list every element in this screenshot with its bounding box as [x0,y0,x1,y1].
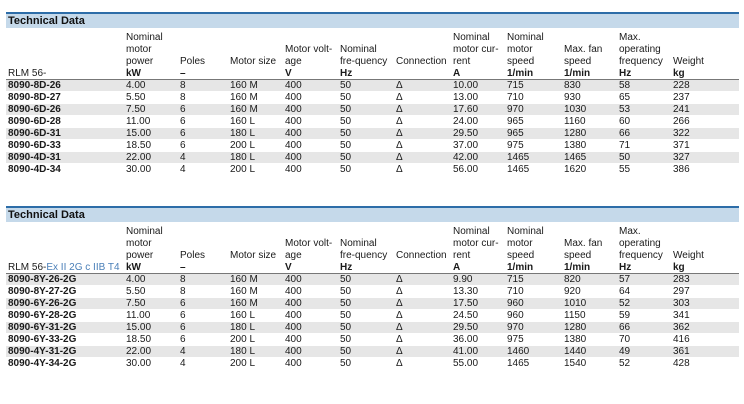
column-unit: kg [671,262,739,274]
data-cell: 18.50 [124,334,178,346]
data-cell: 8 [178,92,228,104]
data-cell: 6 [178,128,228,140]
table-row [6,346,739,358]
data-cell: 200 L [228,140,283,152]
data-cell: 200 L [228,334,283,346]
data-cell: 17.50 [451,298,505,310]
data-cell: 30.00 [124,164,178,176]
data-cell: 362 [671,322,739,334]
data-cell: Δ [394,274,451,286]
data-cell: 13.00 [451,92,505,104]
data-cell: 160 M [228,80,283,92]
table-row [6,104,739,116]
data-cell: 6 [178,116,228,128]
data-cell: 1150 [562,310,617,322]
technical-data-section-2 [6,206,739,370]
data-cell: 4 [178,152,228,164]
data-cell: Δ [394,128,451,140]
section-title: Technical Data [6,12,739,28]
column-unit [394,68,451,80]
data-cell: 50 [338,104,394,116]
data-cell: 4.00 [124,274,178,286]
data-cell: 400 [283,164,338,176]
type-cell: 8090-6D-26 [6,104,124,116]
column-header: Connection [396,250,447,261]
data-cell: 17.60 [451,104,505,116]
data-cell: Δ [394,80,451,92]
column-unit: Hz [338,68,394,80]
type-cell: 8090-6D-28 [6,116,124,128]
data-cell: 1440 [562,346,617,358]
data-cell: 65 [617,92,671,104]
column-header: Motor size [230,56,277,67]
type-cell: 8090-4D-31 [6,152,124,164]
header-unit-row [6,68,739,80]
data-cell: 66 [617,322,671,334]
data-cell: 8 [178,80,228,92]
data-cell: 50 [338,164,394,176]
column-unit: 1/min [505,68,562,80]
column-header: Weight [673,250,704,261]
data-cell: 965 [505,128,562,140]
table-row [6,80,739,92]
data-cell: 200 L [228,164,283,176]
data-cell: Δ [394,286,451,298]
data-cell: 160 M [228,92,283,104]
data-cell: 1380 [562,334,617,346]
data-cell: 4 [178,358,228,370]
data-cell: 5.50 [124,92,178,104]
column-unit: V [283,68,338,80]
data-cell: 55 [617,164,671,176]
data-cell: 50 [338,140,394,152]
data-cell: Δ [394,92,451,104]
data-cell: 322 [671,128,739,140]
column-header: Nominal motor speed [507,226,544,261]
data-cell: 6 [178,298,228,310]
data-cell: 22.00 [124,346,178,358]
data-cell: 400 [283,92,338,104]
technical-data-table [6,222,739,370]
column-header: Poles [180,250,206,261]
type-cell: 8090-6Y-26-2G [6,298,124,310]
data-cell: 1620 [562,164,617,176]
table-row [6,298,739,310]
column-header: Motor volt-age [285,44,333,67]
data-cell: 283 [671,274,739,286]
data-cell: 180 L [228,128,283,140]
column-unit: Hz [617,68,671,80]
data-cell: 50 [338,116,394,128]
data-cell: 1465 [562,152,617,164]
table-row [6,274,739,286]
data-cell: 1160 [562,116,617,128]
type-cell: 8090-4D-34 [6,164,124,176]
data-cell: 29.50 [451,128,505,140]
header-unit-row [6,262,739,274]
column-header: Nominal fre-quency [340,44,388,67]
data-cell: 1010 [562,298,617,310]
data-cell: 13.30 [451,286,505,298]
column-header: Nominal motor power [126,226,163,261]
data-cell: 400 [283,310,338,322]
data-cell: 4 [178,164,228,176]
data-cell: 200 L [228,358,283,370]
type-cell: 8090-4Y-31-2G [6,346,124,358]
column-unit [228,262,283,274]
type-cell: 8090-6D-33 [6,140,124,152]
data-cell: 4 [178,346,228,358]
type-cell: 8090-6D-31 [6,128,124,140]
data-cell: 5.50 [124,286,178,298]
table-row [6,92,739,104]
data-cell: 297 [671,286,739,298]
data-cell: 22.00 [124,152,178,164]
data-cell: 400 [283,80,338,92]
data-cell: 400 [283,116,338,128]
table-row [6,358,739,370]
data-cell: 237 [671,92,739,104]
data-cell: 49 [617,346,671,358]
data-cell: 710 [505,286,562,298]
data-cell: 975 [505,334,562,346]
column-unit: – [178,262,228,274]
data-cell: 160 M [228,104,283,116]
data-cell: 920 [562,286,617,298]
table-row [6,128,739,140]
section-title: Technical Data [6,206,739,222]
column-unit: 1/min [505,262,562,274]
column-unit: V [283,262,338,274]
data-cell: 327 [671,152,739,164]
data-cell: 6 [178,334,228,346]
column-unit: Hz [338,262,394,274]
data-cell: 10.00 [451,80,505,92]
data-cell: 975 [505,140,562,152]
data-cell: 820 [562,274,617,286]
data-cell: 8 [178,286,228,298]
data-cell: 15.00 [124,128,178,140]
data-cell: 1540 [562,358,617,370]
data-cell: 50 [617,152,671,164]
data-cell: 50 [338,286,394,298]
data-cell: 52 [617,298,671,310]
data-cell: 55.00 [451,358,505,370]
column-unit: kg [671,68,739,80]
table-row [6,140,739,152]
data-cell: Δ [394,152,451,164]
data-cell: 57 [617,274,671,286]
type-cell: 8090-4Y-34-2G [6,358,124,370]
data-cell: 160 L [228,310,283,322]
data-cell: 9.90 [451,274,505,286]
data-cell: 400 [283,140,338,152]
data-cell: 70 [617,334,671,346]
column-unit: 1/min [562,262,617,274]
data-cell: 160 M [228,274,283,286]
data-cell: 960 [505,298,562,310]
data-cell: 6 [178,140,228,152]
data-cell: 341 [671,310,739,322]
data-cell: 400 [283,286,338,298]
column-header: Max. fan speed [564,44,603,67]
technical-data-table [6,28,739,176]
column-header [6,222,124,262]
data-cell: 428 [671,358,739,370]
data-cell: 50 [338,322,394,334]
data-cell: 41.00 [451,346,505,358]
data-cell: 970 [505,104,562,116]
data-cell: 930 [562,92,617,104]
type-prefix: RLM 56- [8,68,47,79]
column-header: Max. operating frequency [619,226,663,261]
data-cell: 56.00 [451,164,505,176]
data-cell: 50 [338,358,394,370]
data-cell: 53 [617,104,671,116]
data-cell: 710 [505,92,562,104]
column-header: Nominal fre-quency [340,238,388,261]
data-cell: 361 [671,346,739,358]
ex-marking: Ex II 2G c IIB T4 [46,262,120,273]
data-cell: 11.00 [124,116,178,128]
data-cell: 1280 [562,322,617,334]
table-row [6,152,739,164]
data-cell: 1465 [505,164,562,176]
header-label-row [6,28,739,68]
data-cell: Δ [394,164,451,176]
column-unit: – [178,68,228,80]
data-cell: 180 L [228,346,283,358]
data-cell: 386 [671,164,739,176]
data-cell: Δ [394,140,451,152]
data-cell: 29.50 [451,322,505,334]
column-header: Motor volt-age [285,238,333,261]
data-cell: 160 L [228,116,283,128]
data-cell: 50 [338,152,394,164]
data-cell: 400 [283,298,338,310]
data-cell: 71 [617,140,671,152]
type-cell: 8090-6Y-33-2G [6,334,124,346]
data-cell: 416 [671,334,739,346]
column-unit: Hz [617,262,671,274]
table-row [6,116,739,128]
data-cell: 64 [617,286,671,298]
column-unit: kW [124,262,178,274]
type-cell: 8090-8D-27 [6,92,124,104]
technical-data-section-1 [6,12,739,176]
column-header: Max. operating frequency [619,32,663,67]
column-header: Nominal motor cur-rent [453,226,499,261]
column-unit [394,262,451,274]
data-cell: 965 [505,116,562,128]
data-cell: 24.00 [451,116,505,128]
data-cell: 15.00 [124,322,178,334]
type-cell: 8090-6Y-31-2G [6,322,124,334]
column-unit: A [451,262,505,274]
data-cell: 37.00 [451,140,505,152]
data-cell: Δ [394,334,451,346]
column-header: Connection [396,56,447,67]
data-cell: 160 M [228,298,283,310]
data-cell: 52 [617,358,671,370]
data-cell: Δ [394,116,451,128]
data-cell: 400 [283,274,338,286]
data-cell: 1465 [505,358,562,370]
data-cell: 6 [178,310,228,322]
data-cell: 400 [283,128,338,140]
data-cell: Δ [394,346,451,358]
data-cell: 400 [283,334,338,346]
data-cell: 8 [178,274,228,286]
data-cell: 7.50 [124,104,178,116]
data-cell: 50 [338,346,394,358]
type-label [6,68,124,80]
column-header: Motor size [230,250,277,261]
data-cell: Δ [394,358,451,370]
data-cell: 228 [671,80,739,92]
column-header [6,28,124,68]
table-row [6,310,739,322]
data-cell: 50 [338,128,394,140]
data-cell: 1030 [562,104,617,116]
table-row [6,334,739,346]
data-cell: 715 [505,274,562,286]
column-unit: 1/min [562,68,617,80]
data-cell: 6 [178,104,228,116]
data-cell: 24.50 [451,310,505,322]
data-cell: Δ [394,310,451,322]
data-cell: 11.00 [124,310,178,322]
data-cell: 59 [617,310,671,322]
data-cell: 66 [617,128,671,140]
data-cell: 50 [338,274,394,286]
data-cell: 303 [671,298,739,310]
data-cell: 50 [338,310,394,322]
data-cell: 18.50 [124,140,178,152]
column-unit: A [451,68,505,80]
column-unit [228,68,283,80]
table-row [6,164,739,176]
data-cell: 180 L [228,152,283,164]
column-header: Weight [673,56,704,67]
table-row [6,322,739,334]
column-header: Nominal motor speed [507,32,544,67]
data-cell: 960 [505,310,562,322]
data-cell: 371 [671,140,739,152]
data-cell: 1465 [505,152,562,164]
data-cell: 400 [283,322,338,334]
data-cell: 180 L [228,322,283,334]
column-header: Nominal motor power [126,32,163,67]
data-cell: 50 [338,334,394,346]
data-cell: 1460 [505,346,562,358]
type-cell: 8090-8Y-26-2G [6,274,124,286]
data-cell: 50 [338,298,394,310]
data-cell: 42.00 [451,152,505,164]
type-cell: 8090-8D-26 [6,80,124,92]
data-cell: 1280 [562,128,617,140]
column-header: Max. fan speed [564,238,603,261]
data-cell: 715 [505,80,562,92]
data-cell: 60 [617,116,671,128]
data-cell: Δ [394,298,451,310]
data-cell: 36.00 [451,334,505,346]
type-label [6,262,124,274]
data-cell: 50 [338,80,394,92]
data-cell: 58 [617,80,671,92]
data-cell: 400 [283,358,338,370]
data-cell: 830 [562,80,617,92]
data-cell: 30.00 [124,358,178,370]
data-cell: 241 [671,104,739,116]
data-cell: 266 [671,116,739,128]
data-cell: 1380 [562,140,617,152]
data-cell: Δ [394,322,451,334]
data-cell: 400 [283,104,338,116]
data-cell: 160 M [228,286,283,298]
column-header: Nominal motor cur-rent [453,32,499,67]
data-cell: 400 [283,152,338,164]
data-cell: 970 [505,322,562,334]
data-cell: 400 [283,346,338,358]
header-label-row [6,222,739,262]
column-header: Poles [180,56,206,67]
data-cell: 4.00 [124,80,178,92]
type-cell: 8090-8Y-27-2G [6,286,124,298]
column-unit: kW [124,68,178,80]
type-prefix: RLM 56- [8,262,47,273]
table-row [6,286,739,298]
data-cell: 7.50 [124,298,178,310]
data-cell: Δ [394,104,451,116]
data-cell: 50 [338,92,394,104]
data-cell: 6 [178,322,228,334]
type-cell: 8090-6Y-28-2G [6,310,124,322]
